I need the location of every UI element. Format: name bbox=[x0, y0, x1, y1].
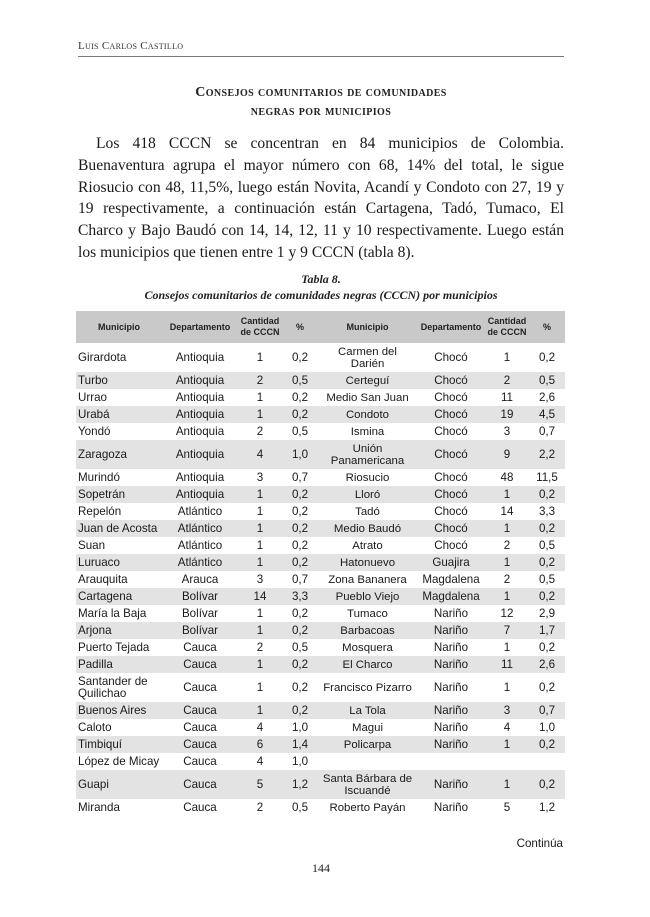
cell-percent-2: 0,5 bbox=[538, 538, 556, 552]
section-title-line-2: negras por municipios bbox=[250, 104, 392, 119]
cell-percent-2: 0,2 bbox=[538, 640, 556, 654]
cell-departamento: Arauca bbox=[181, 572, 219, 586]
cell-percent: 0,2 bbox=[282, 486, 318, 503]
cell-departamento-2: Chocó bbox=[417, 372, 485, 389]
table-row bbox=[76, 588, 565, 605]
cell-cantidad: 1 bbox=[238, 520, 282, 537]
cell-cantidad-2: 19 bbox=[485, 406, 529, 423]
cell-percent: 0,2 bbox=[291, 606, 309, 620]
cell-percent-2: 0,5 bbox=[538, 572, 556, 586]
cell-departamento-2: Nariño bbox=[417, 622, 485, 639]
cell-cantidad-2: 3 bbox=[485, 702, 529, 719]
cell-departamento-2: Nariño bbox=[417, 736, 485, 753]
table-caption bbox=[78, 271, 564, 303]
cell-percent: 0,2 bbox=[282, 702, 318, 719]
cell-departamento-2: Nariño bbox=[433, 640, 469, 654]
cell-departamento: Cauca bbox=[162, 736, 238, 753]
cell-percent-2: 0,2 bbox=[529, 770, 565, 799]
table-row bbox=[76, 753, 565, 770]
cell-municipio: Buenos Aires bbox=[76, 702, 162, 719]
table-caption-title: Consejos comunitarios de comunidades negras (CCCN) por municipios bbox=[144, 288, 498, 302]
cell-departamento-2: Chocó bbox=[417, 406, 485, 423]
cell-municipio-2: Zona Bananera bbox=[328, 573, 407, 586]
cell-cantidad-2: 1 bbox=[485, 554, 529, 571]
cell-percent: 0,2 bbox=[282, 656, 318, 673]
body-paragraph: Los 418 CCCN se concentran en 84 municipios de Colombia. Buenaventura agrupa el mayor número con 68, 14% del total, le sigue Riosucio con 48, 11,5%, luego están Novita, Acandí y Condoto con 27, 19 y 19 respectivamente, a continuación están Cartagena, Tadó, Tumaco, El Charco y Bajo Baudó con 14, 14, 12, 11 y 10 respectivamente. Luego están los municipios que tienen entre 1 y 9 CCCN (tabla 8). bbox=[78, 135, 564, 261]
cell-municipio-2: Riosucio bbox=[345, 471, 390, 484]
cell-municipio-2: Tumaco bbox=[347, 607, 388, 620]
cell-municipio: Luruaco bbox=[76, 554, 162, 571]
cell-percent: 0,5 bbox=[282, 372, 318, 389]
table-row bbox=[76, 622, 565, 639]
cell-departamento: Cauca bbox=[183, 640, 217, 654]
cell-percent-2: 0,7 bbox=[529, 702, 565, 719]
cell-cantidad-2: 11 bbox=[485, 656, 529, 673]
table-row bbox=[76, 389, 565, 406]
cell-percent-2: 0,2 bbox=[529, 588, 565, 605]
table-row bbox=[76, 520, 565, 537]
cell-municipio-2: Medio San Juan bbox=[326, 391, 409, 404]
table-row bbox=[76, 469, 565, 486]
table-row bbox=[76, 406, 565, 423]
cell-cantidad: 2 bbox=[256, 800, 264, 814]
cell-departamento-2: Chocó bbox=[417, 486, 485, 503]
municipios-table bbox=[76, 311, 565, 816]
cell-cantidad: 4 bbox=[256, 720, 264, 734]
cell-departamento: Cauca bbox=[183, 800, 217, 814]
cell-percent-2: 2,6 bbox=[538, 390, 556, 404]
cell-departamento: Antioquia bbox=[175, 390, 225, 404]
cell-departamento-2: Nariño bbox=[433, 800, 469, 814]
cell-departamento-2: Nariño bbox=[417, 656, 485, 673]
cell-cantidad-2: 48 bbox=[500, 470, 514, 484]
cell-cantidad: 14 bbox=[238, 588, 282, 605]
cell-percent-2: 1,2 bbox=[538, 800, 556, 814]
cell-percent-2: 0,2 bbox=[538, 350, 556, 364]
cell-cantidad: 3 bbox=[256, 470, 264, 484]
cell-municipio: Arjona bbox=[76, 622, 162, 639]
cell-cantidad: 6 bbox=[238, 736, 282, 753]
cell-municipio-2: Atrato bbox=[352, 539, 383, 552]
header-percent-2: % bbox=[529, 311, 565, 343]
table-row bbox=[76, 673, 565, 702]
cell-departamento-2: Nariño bbox=[433, 680, 469, 694]
cell-percent: 0,2 bbox=[291, 504, 309, 518]
header-cantidad-2: Cantidad de CCCN bbox=[485, 311, 529, 343]
cell-cantidad: 1 bbox=[256, 504, 264, 518]
cell-percent-2: 0,2 bbox=[529, 736, 565, 753]
table-row bbox=[76, 571, 565, 588]
cell-percent-2: 2,2 bbox=[529, 440, 565, 469]
header-municipio: Municipio bbox=[76, 311, 162, 343]
cell-percent-2: 0,2 bbox=[529, 520, 565, 537]
table-row bbox=[76, 343, 565, 372]
cell-percent-2 bbox=[529, 753, 565, 770]
header-municipio-2: Municipio bbox=[318, 311, 417, 343]
cell-percent: 1,4 bbox=[282, 736, 318, 753]
cell-departamento: Cauca bbox=[183, 754, 217, 768]
cell-municipio-2: Roberto Payán bbox=[329, 801, 406, 814]
header-cantidad: Cantidad de CCCN bbox=[238, 311, 282, 343]
cell-municipio: Padilla bbox=[76, 656, 162, 673]
cell-municipio-2: Hatonuevo bbox=[318, 554, 417, 571]
cell-percent-2: 11,5 bbox=[536, 470, 558, 484]
cell-departamento-2: Chocó bbox=[434, 504, 468, 518]
cell-municipio: Timbiquí bbox=[76, 736, 162, 753]
section-title-line-1: Consejos comunitarios de comunidades bbox=[195, 85, 447, 100]
table-row bbox=[76, 639, 565, 656]
cell-cantidad: 1 bbox=[238, 486, 282, 503]
cell-percent-2: 2,6 bbox=[529, 656, 565, 673]
cell-departamento: Bolívar bbox=[162, 622, 238, 639]
cell-percent: 1,2 bbox=[282, 770, 318, 799]
cell-departamento-2: Guajira bbox=[417, 554, 485, 571]
cell-departamento-2: Magdalena bbox=[422, 572, 480, 586]
cell-municipio-2: Santa Bárbara de Iscuandé bbox=[318, 770, 417, 799]
cell-departamento: Atlántico bbox=[162, 554, 238, 571]
cell-percent-2: 0,7 bbox=[538, 424, 556, 438]
cell-cantidad-2: 14 bbox=[500, 504, 514, 518]
cell-municipio-2: Carmen del Darién bbox=[338, 345, 397, 370]
cell-departamento: Cauca bbox=[162, 702, 238, 719]
cell-municipio: Urabá bbox=[76, 406, 162, 423]
table-row bbox=[76, 486, 565, 503]
running-head: Luis Carlos Castillo bbox=[78, 40, 564, 57]
cell-departamento: Antioquia bbox=[162, 372, 238, 389]
continua-note: Continúa bbox=[516, 837, 563, 850]
cell-cantidad: 3 bbox=[256, 572, 264, 586]
table-row bbox=[76, 770, 565, 799]
cell-departamento-2: Chocó bbox=[417, 520, 485, 537]
cell-percent: 0,2 bbox=[282, 520, 318, 537]
header-departamento-2: Departamento bbox=[417, 311, 485, 343]
cell-cantidad-2: 1 bbox=[503, 640, 511, 654]
cell-cantidad-2: 1 bbox=[485, 736, 529, 753]
cell-departamento-2: Chocó bbox=[434, 470, 468, 484]
cell-percent: 0,2 bbox=[282, 622, 318, 639]
cell-percent-2: 1,7 bbox=[529, 622, 565, 639]
table-row bbox=[76, 656, 565, 673]
cell-departamento: Cauca bbox=[162, 770, 238, 799]
cell-municipio: Puerto Tejada bbox=[78, 640, 150, 654]
cell-percent-2: 0,2 bbox=[529, 486, 565, 503]
cell-municipio-2: Tadó bbox=[355, 505, 380, 518]
cell-departamento: Antioquia bbox=[162, 486, 238, 503]
cell-municipio-2: Policarpa bbox=[318, 736, 417, 753]
cell-cantidad: 4 bbox=[256, 754, 264, 768]
cell-departamento: Atlántico bbox=[162, 520, 238, 537]
cell-cantidad: 5 bbox=[238, 770, 282, 799]
header-departamento: Departamento bbox=[162, 311, 238, 343]
cell-municipio: Guapi bbox=[76, 770, 162, 799]
cell-cantidad-2: 2 bbox=[485, 372, 529, 389]
cell-cantidad-2: 1 bbox=[485, 520, 529, 537]
cell-municipio-2: Magui bbox=[351, 721, 384, 734]
cell-municipio-2: Francisco Pizarro bbox=[323, 681, 412, 694]
cell-municipio: Repelón bbox=[78, 504, 122, 518]
cell-cantidad-2: 1 bbox=[485, 486, 529, 503]
cell-departamento-2: Chocó bbox=[434, 424, 468, 438]
cell-departamento-2: Nariño bbox=[433, 606, 469, 620]
page-number: 144 bbox=[312, 861, 330, 875]
cell-departamento: Antioquia bbox=[175, 470, 225, 484]
cell-cantidad-2: 7 bbox=[485, 622, 529, 639]
cell-cantidad-2: 12 bbox=[500, 606, 514, 620]
cell-cantidad: 1 bbox=[256, 390, 264, 404]
cell-departamento: Atlántico bbox=[177, 504, 223, 518]
table-row bbox=[76, 423, 565, 440]
cell-departamento-2: Chocó bbox=[417, 440, 485, 469]
table-row bbox=[76, 799, 565, 816]
cell-departamento-2: Chocó bbox=[434, 390, 468, 404]
cell-percent: 0,2 bbox=[282, 554, 318, 571]
cell-departamento-2: Chocó bbox=[434, 350, 468, 364]
cell-percent-2: 0,5 bbox=[529, 372, 565, 389]
cell-cantidad-2: 11 bbox=[500, 390, 514, 404]
table-row bbox=[76, 719, 565, 736]
cell-percent-2: 1,0 bbox=[538, 720, 556, 734]
cell-percent-2: 0,2 bbox=[529, 554, 565, 571]
cell-percent: 0,5 bbox=[291, 800, 309, 814]
cell-departamento-2: Nariño bbox=[417, 770, 485, 799]
cell-municipio: Zaragoza bbox=[76, 440, 162, 469]
cell-percent-2: 3,3 bbox=[538, 504, 556, 518]
cell-municipio: Girardota bbox=[78, 350, 127, 364]
cell-percent: 0,5 bbox=[291, 640, 309, 654]
cell-cantidad-2: 1 bbox=[503, 350, 511, 364]
cell-municipio: Santander de Quilichao bbox=[78, 674, 148, 700]
cell-percent: 0,7 bbox=[291, 470, 309, 484]
cell-departamento: Bolívar bbox=[181, 606, 219, 620]
cell-departamento-2: Nariño bbox=[433, 720, 469, 734]
cell-percent: 0,7 bbox=[291, 572, 309, 586]
cell-percent: 0,2 bbox=[282, 406, 318, 423]
cell-municipio-2 bbox=[318, 753, 417, 770]
cell-percent-2: 0,2 bbox=[538, 680, 556, 694]
cell-cantidad-2: 5 bbox=[503, 800, 511, 814]
cell-departamento: Cauca bbox=[183, 680, 217, 694]
cell-municipio-2: El Charco bbox=[318, 656, 417, 673]
cell-cantidad: 2 bbox=[256, 424, 264, 438]
cell-departamento: Antioquia bbox=[162, 406, 238, 423]
cell-municipio: López de Micay bbox=[78, 754, 160, 768]
cell-municipio: Urrao bbox=[78, 390, 107, 404]
cell-departamento-2 bbox=[417, 753, 485, 770]
cell-percent: 3,3 bbox=[282, 588, 318, 605]
cell-percent: 0,2 bbox=[291, 390, 309, 404]
cell-departamento: Antioquia bbox=[175, 350, 225, 364]
cell-municipio-2: Unión Panamericana bbox=[318, 440, 417, 469]
table-row bbox=[76, 736, 565, 753]
cell-percent: 0,2 bbox=[291, 350, 309, 364]
cell-percent: 1,0 bbox=[291, 720, 309, 734]
cell-municipio-2: Medio Baudó bbox=[318, 520, 417, 537]
cell-cantidad-2: 9 bbox=[485, 440, 529, 469]
cell-cantidad-2: 1 bbox=[485, 770, 529, 799]
cell-municipio-2: Ismina bbox=[350, 425, 385, 438]
cell-municipio-2: Lloró bbox=[318, 486, 417, 503]
cell-municipio-2: Mosquera bbox=[342, 641, 393, 654]
cell-municipio-2: Pueblo Viejo bbox=[318, 588, 417, 605]
section-title bbox=[78, 83, 564, 121]
cell-municipio-2: Condoto bbox=[318, 406, 417, 423]
cell-departamento: Antioquia bbox=[162, 440, 238, 469]
cell-cantidad: 1 bbox=[238, 406, 282, 423]
cell-cantidad-2: 2 bbox=[503, 538, 511, 552]
cell-municipio: Caloto bbox=[78, 720, 112, 734]
cell-municipio-2: Certeguí bbox=[318, 372, 417, 389]
cell-percent: 1,0 bbox=[291, 754, 309, 768]
cell-cantidad-2 bbox=[485, 753, 529, 770]
cell-percent: 0,5 bbox=[291, 424, 309, 438]
cell-municipio: Suan bbox=[78, 538, 106, 552]
cell-percent-2: 2,9 bbox=[538, 606, 556, 620]
cell-cantidad-2: 1 bbox=[485, 588, 529, 605]
cell-departamento: Antioquia bbox=[175, 424, 225, 438]
cell-municipio: Miranda bbox=[78, 800, 120, 814]
cell-municipio: Murindó bbox=[78, 470, 120, 484]
cell-municipio-2: La Tola bbox=[318, 702, 417, 719]
table-row bbox=[76, 605, 565, 622]
cell-departamento-2: Magdalena bbox=[417, 588, 485, 605]
cell-cantidad-2: 3 bbox=[503, 424, 511, 438]
table-row bbox=[76, 440, 565, 469]
cell-cantidad-2: 4 bbox=[503, 720, 511, 734]
cell-departamento: Cauca bbox=[183, 720, 217, 734]
cell-municipio: Yondó bbox=[78, 424, 111, 438]
table-header-row bbox=[76, 311, 565, 343]
cell-cantidad-2: 2 bbox=[503, 572, 511, 586]
table-row bbox=[76, 554, 565, 571]
cell-cantidad: 1 bbox=[238, 702, 282, 719]
cell-departamento-2: Nariño bbox=[417, 702, 485, 719]
table-row bbox=[76, 503, 565, 520]
cell-municipio-2: Barbacoas bbox=[318, 622, 417, 639]
cell-cantidad: 1 bbox=[238, 656, 282, 673]
cell-municipio: Cartagena bbox=[76, 588, 162, 605]
cell-departamento: Atlántico bbox=[177, 538, 223, 552]
table-row bbox=[76, 537, 565, 554]
cell-cantidad: 2 bbox=[256, 640, 264, 654]
cell-municipio: Turbo bbox=[76, 372, 162, 389]
cell-cantidad: 1 bbox=[256, 680, 264, 694]
cell-cantidad-2: 1 bbox=[503, 680, 511, 694]
cell-municipio: Juan de Acosta bbox=[76, 520, 162, 537]
header-percent: % bbox=[282, 311, 318, 343]
cell-departamento-2: Chocó bbox=[434, 538, 468, 552]
cell-percent: 0,2 bbox=[291, 538, 309, 552]
table-body bbox=[76, 343, 565, 816]
cell-cantidad: 4 bbox=[238, 440, 282, 469]
cell-percent-2: 4,5 bbox=[529, 406, 565, 423]
cell-municipio: María la Baja bbox=[78, 606, 147, 620]
cell-cantidad: 1 bbox=[256, 606, 264, 620]
cell-municipio: Sopetrán bbox=[76, 486, 162, 503]
table-caption-label: Tabla 8. bbox=[301, 272, 341, 286]
cell-cantidad: 2 bbox=[238, 372, 282, 389]
cell-percent: 0,2 bbox=[291, 680, 309, 694]
cell-cantidad: 1 bbox=[256, 538, 264, 552]
cell-departamento: Bolívar bbox=[162, 588, 238, 605]
cell-percent: 1,0 bbox=[282, 440, 318, 469]
cell-cantidad: 1 bbox=[238, 622, 282, 639]
cell-departamento: Cauca bbox=[162, 656, 238, 673]
cell-municipio: Arauquita bbox=[78, 572, 128, 586]
cell-cantidad: 1 bbox=[238, 554, 282, 571]
cell-cantidad: 1 bbox=[256, 350, 264, 364]
table-row bbox=[76, 372, 565, 389]
table-row bbox=[76, 702, 565, 719]
